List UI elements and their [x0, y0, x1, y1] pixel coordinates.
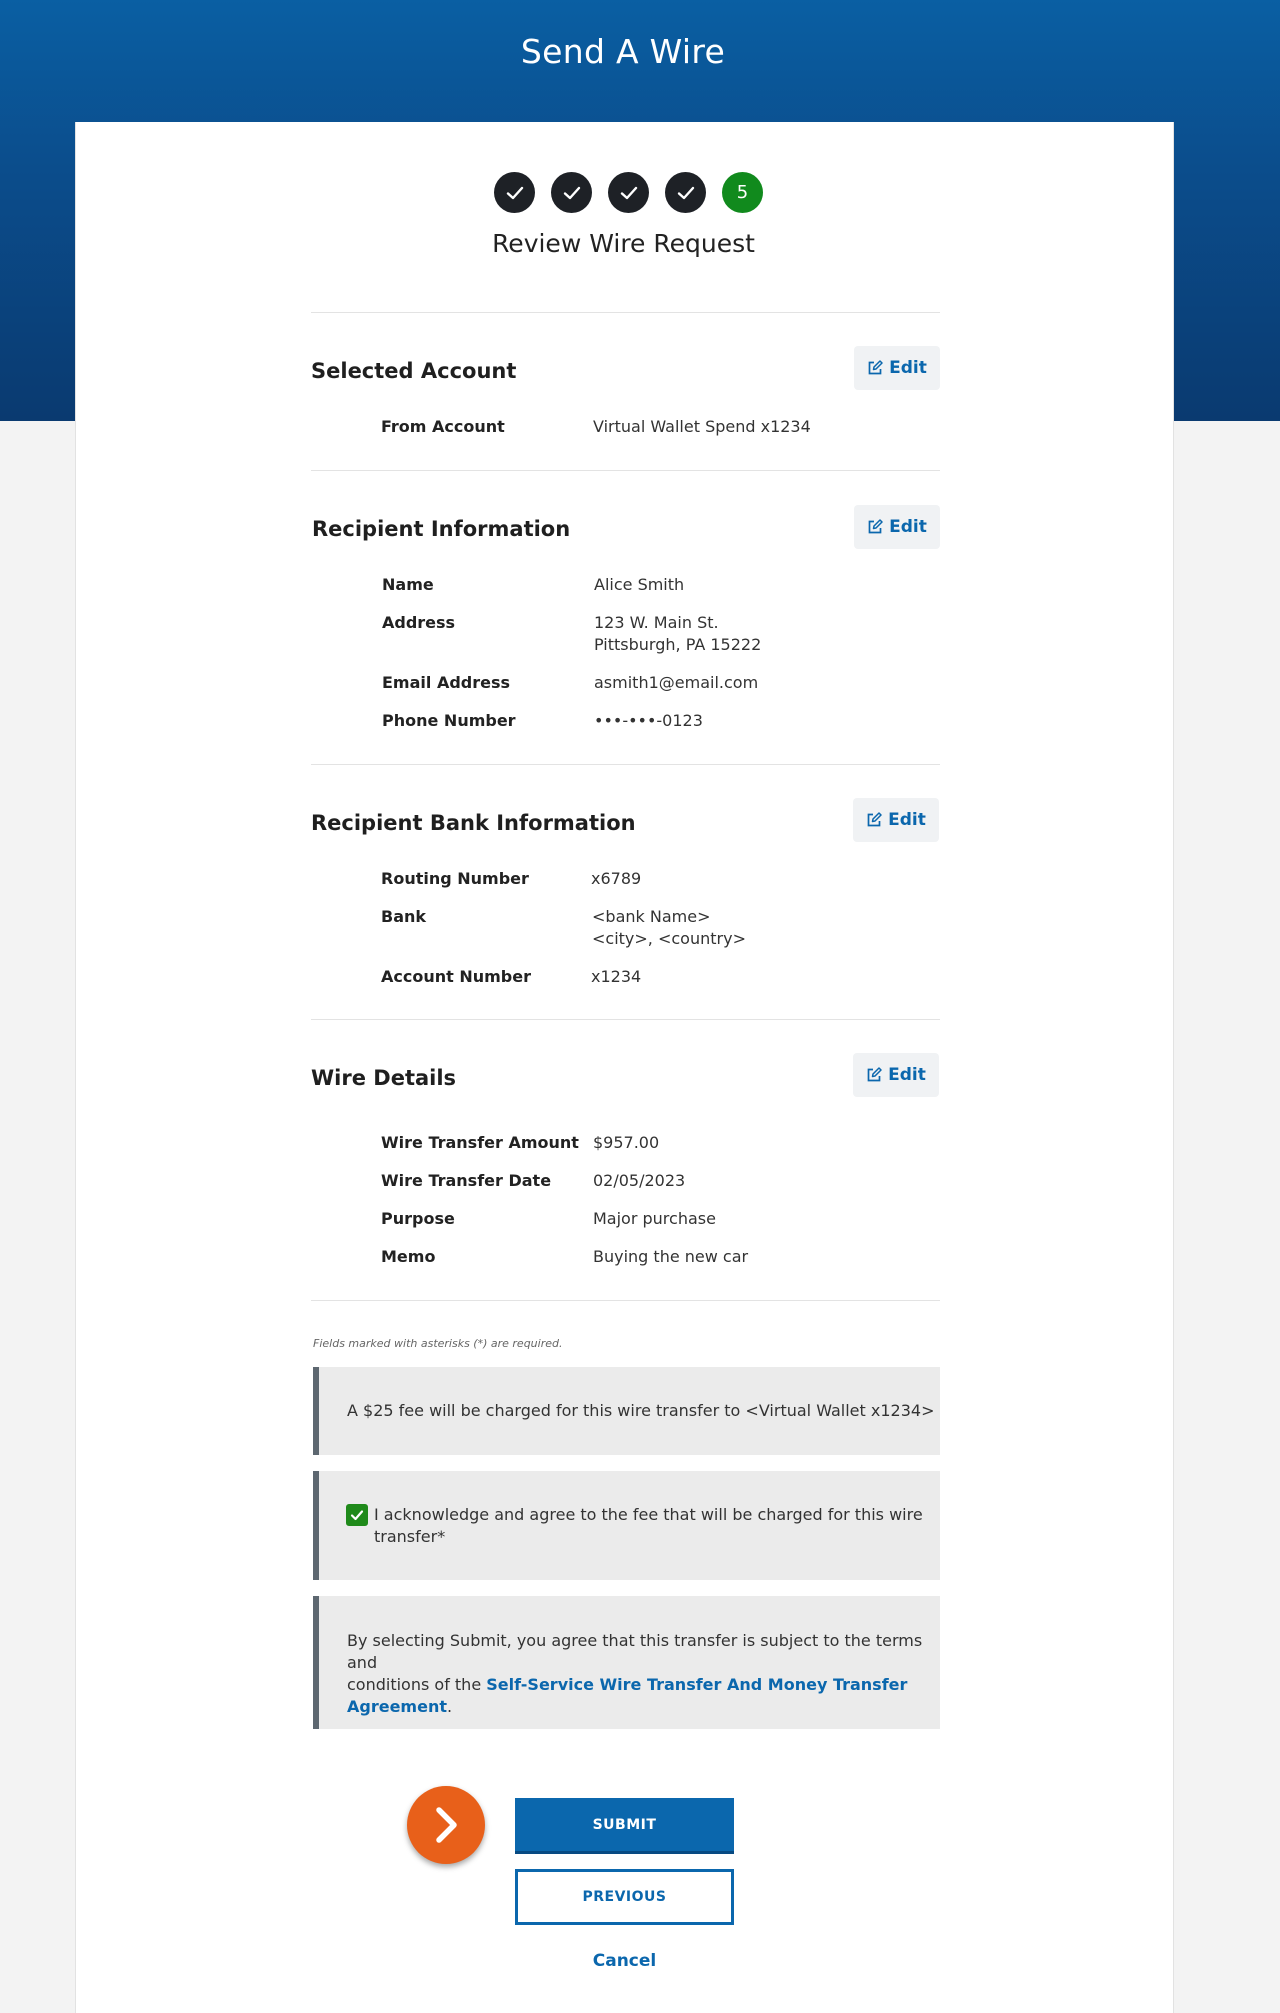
divider — [311, 1300, 940, 1301]
terms-text — [347, 1630, 937, 1718]
step-4-complete — [665, 172, 706, 213]
fee-notice-text: A $25 fee will be charged for this wire transfer to <Virtual Wallet x1234> — [347, 1401, 935, 1420]
acknowledge-line-2: transfer* — [374, 1527, 446, 1546]
section-title-wire-details: Wire Details — [311, 1066, 457, 1090]
page-title: Send A Wire — [520, 32, 726, 71]
edit-label: Edit — [888, 810, 926, 830]
address-line-2: Pittsburgh, PA 15222 — [594, 635, 762, 654]
terms-line-1: By selecting Submit, you agree that this transfer is subject to the terms and — [347, 1631, 923, 1672]
recipient-email-value: asmith1@email.com — [594, 673, 759, 692]
wire-date-label: Wire Transfer Date — [381, 1171, 552, 1190]
check-icon — [618, 182, 640, 204]
divider — [311, 470, 940, 471]
terms-panel — [313, 1596, 940, 1729]
divider — [311, 764, 940, 765]
agreement-link-continued[interactable]: Agreement — [347, 1697, 447, 1716]
section-title-recipient-bank-information: Recipient Bank Information — [311, 811, 636, 835]
recipient-address-label: Address — [382, 613, 456, 632]
wire-amount-value: $957.00 — [593, 1133, 660, 1152]
divider — [311, 312, 940, 313]
divider — [311, 1019, 940, 1020]
routing-number-value: x6789 — [591, 869, 642, 888]
check-icon — [504, 182, 526, 204]
bank-label: Bank — [381, 907, 427, 926]
acknowledge-checkbox[interactable] — [346, 1504, 368, 1526]
step-title: Review Wire Request — [492, 229, 755, 258]
section-title-recipient-information: Recipient Information — [312, 517, 571, 541]
acknowledge-text — [374, 1504, 923, 1548]
purpose-label: Purpose — [381, 1209, 455, 1228]
account-number-value: x1234 — [591, 967, 642, 986]
terms-suffix: . — [447, 1697, 453, 1716]
edit-label: Edit — [888, 1065, 926, 1085]
address-line-1: 123 W. Main St. — [594, 613, 719, 632]
wire-amount-label: Wire Transfer Amount — [381, 1133, 579, 1152]
next-arrow-indicator — [407, 1786, 485, 1864]
bank-location-line: <city>, <country> — [592, 929, 746, 948]
purpose-value: Major purchase — [593, 1209, 716, 1228]
submit-button[interactable]: SUBMIT — [515, 1798, 734, 1854]
previous-button[interactable]: PREVIOUS — [515, 1869, 734, 1925]
edit-label: Edit — [889, 517, 927, 537]
cancel-link[interactable]: Cancel — [592, 1951, 657, 1971]
bank-value — [592, 906, 746, 950]
section-title-selected-account: Selected Account — [311, 359, 517, 383]
memo-value: Buying the new car — [593, 1247, 749, 1266]
acknowledge-panel — [313, 1471, 940, 1580]
memo-label: Memo — [381, 1247, 436, 1266]
step-5-current: 5 — [722, 172, 763, 213]
check-icon — [675, 182, 697, 204]
acknowledge-line-1: I acknowledge and agree to the fee that will be charged for this wire — [374, 1505, 923, 1524]
edit-recipient-bank-button[interactable] — [853, 798, 939, 842]
account-number-label: Account Number — [381, 967, 531, 986]
chevron-right-icon — [429, 1805, 463, 1845]
edit-icon — [866, 1067, 882, 1083]
terms-line-2 — [347, 1674, 937, 1696]
terms-line-3 — [347, 1696, 937, 1718]
edit-icon — [867, 360, 883, 376]
edit-icon — [867, 519, 883, 535]
agreement-link[interactable]: Self-Service Wire Transfer And Money Transfer — [486, 1675, 908, 1694]
recipient-email-label: Email Address — [382, 673, 511, 692]
from-account-label: From Account — [381, 417, 505, 436]
edit-icon — [866, 812, 882, 828]
wire-date-value: 02/05/2023 — [593, 1171, 686, 1190]
check-icon — [561, 182, 583, 204]
recipient-name-value: Alice Smith — [594, 575, 685, 594]
recipient-phone-label: Phone Number — [382, 711, 516, 730]
bank-name-line: <bank Name> — [592, 907, 711, 926]
recipient-address-value — [594, 612, 761, 656]
wire-review-card — [75, 122, 1174, 2013]
step-2-complete — [551, 172, 592, 213]
fee-notice-panel — [313, 1367, 940, 1455]
edit-recipient-information-button[interactable] — [854, 505, 940, 549]
edit-wire-details-button[interactable] — [853, 1053, 939, 1097]
progress-stepper — [494, 172, 775, 213]
from-account-value: Virtual Wallet Spend x1234 — [593, 417, 811, 436]
terms-prefix: conditions of the — [347, 1675, 487, 1694]
required-fields-note: Fields marked with asterisks (*) are required. — [313, 1337, 563, 1350]
edit-selected-account-button[interactable] — [854, 346, 940, 390]
step-3-complete — [608, 172, 649, 213]
edit-label: Edit — [889, 358, 927, 378]
routing-number-label: Routing Number — [381, 869, 529, 888]
check-icon — [349, 1507, 365, 1523]
recipient-phone-value: •••-•••-0123 — [594, 711, 703, 730]
step-1-complete — [494, 172, 535, 213]
recipient-name-label: Name — [382, 575, 434, 594]
